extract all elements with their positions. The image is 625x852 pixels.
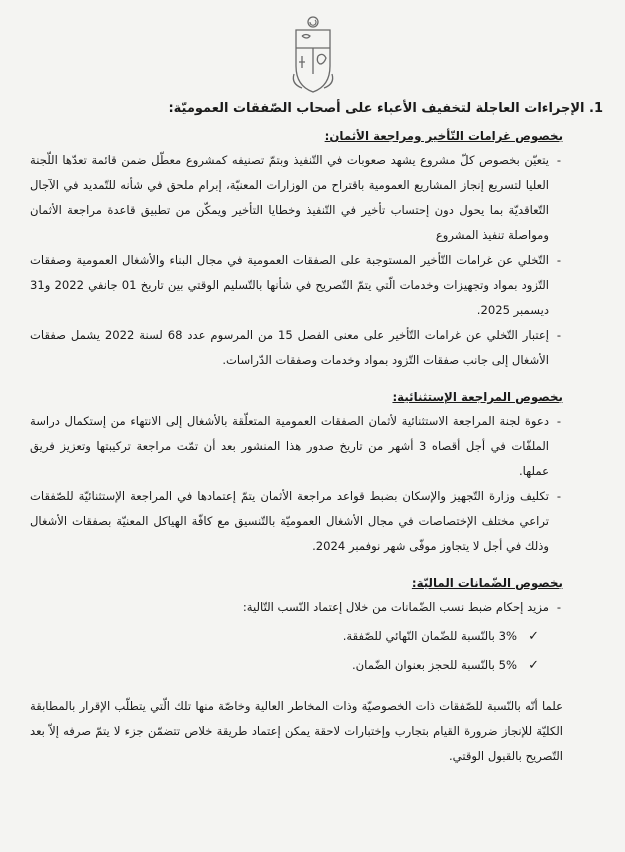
page-title: 1. الإجراءات العاجلة لتخفيف الأعباء على أصحاب الصّفقات العموميّة: — [168, 101, 603, 116]
list-item: - تكليف وزارة التّجهيز والإسكان بضبط قواعد مراجعة الأثمان يتمّ إعتمادها في المراجعة الإستثنائيّة للصّفقات تراعي مختلف الإختصاصات في مجال الأشغال العموميّة بالتّنسيق مع كافّة الهياكل المعنيّة بصفقات الأشغال وذلك في أجل لا يتجاوز موفّى شهر نوفمبر 2024. — [30, 484, 563, 559]
section-title: بخصوص الضّمانات الماليّة: — [411, 576, 563, 590]
document-body — [30, 96, 603, 781]
list-item: - التّخلي عن غرامات التّأخير المستوجبة على الصفقات العمومية في مجال البناء والأشغال العمومية وصفقات التّزود بمواد وتجهيزات وخدمات الّتي يتمّ التّصريح في شأنها بالتّسليم الوقتي بين تاريخ 01 جانفي 2022 و31 ديسمبر 2025. — [30, 248, 563, 323]
section-financial-guarantees — [30, 571, 563, 680]
closing-paragraph: علما أنّه بالنّسبة للصّفقات ذات الخصوصيّة وذات المخاطر العالية وخاصّة منها تلك الّتي يتطلّب الإقرار بالمطابقة الكليّة للإنجاز ضرورة القيام بتجارب وإختبارات لاحقة يمكن إعتماد طريقة خلاص تتضمّن جزء لا يتمّ صرفه إلاّ بعد التّصريح بالقبول الوقتي. — [30, 699, 563, 763]
check-icon: ✓ — [528, 658, 539, 673]
tunisian-coat-of-arms-icon — [288, 14, 338, 94]
section-title: بخصوص غرامات التّأخير ومراجعة الأثمان: — [324, 129, 563, 143]
list-item: - إعتبار التّخلي عن غرامات التّأخير على معنى الفصل 15 من المرسوم عدد 68 لسنة 2022 يشمل صفقات الأشغال إلى جانب صفقات التّزود بمواد وخدمات وصفقات الدّراسات. — [30, 323, 563, 373]
check-icon: ✓ — [528, 629, 539, 644]
section-delay-penalties — [30, 124, 563, 373]
section-title: بخصوص المراجعة الإستثنائية: — [392, 390, 563, 404]
list-item: - يتعيّن بخصوص كلّ مشروع يشهد صعوبات في التّنفيذ وبتمّ تصنيفه كمشروع معطّل ضمن قائمة تعدّها اللّجنة العليا لتسريع إنجاز المشاريع العمومية باقتراح من الوزارات المعنيّة، إبرام ملحق في شأنه للتّمديد في الآجال التّعاقديّة بما يحول دون إحتساب تأخير في التّنفيذ وخطايا التأخير ويمكّن من تطبيق قاعدة مراجعة الأثمان ومواصلة تنفيذ المشروع — [30, 148, 563, 248]
list-item: - مزيد إحكام ضبط نسب الضّمانات من خلال إعتماد النّسب التّالية: — [30, 595, 563, 620]
check-item — [30, 622, 539, 651]
section-exceptional-review — [30, 385, 563, 559]
check-item-text: 5% بالنّسبة للحجز بعنوان الضّمان. — [351, 658, 517, 672]
check-item-text: 3% بالنّسبة للضّمان النّهائي للصّفقة. — [342, 629, 517, 643]
list-item: - دعوة لجنة المراجعة الاستثنائية لأثمان الصفقات العمومية المتعلّقة بالأشغال إلى الانتهاء من إستكمال دراسة الملفّات في أجل أقصاه 3 أشهر من تاريخ صدور هذا المنشور بعد أن تمّت مراجعة تركيبتها وتعزيز فريق عملها. — [30, 409, 563, 484]
check-item — [30, 651, 539, 680]
